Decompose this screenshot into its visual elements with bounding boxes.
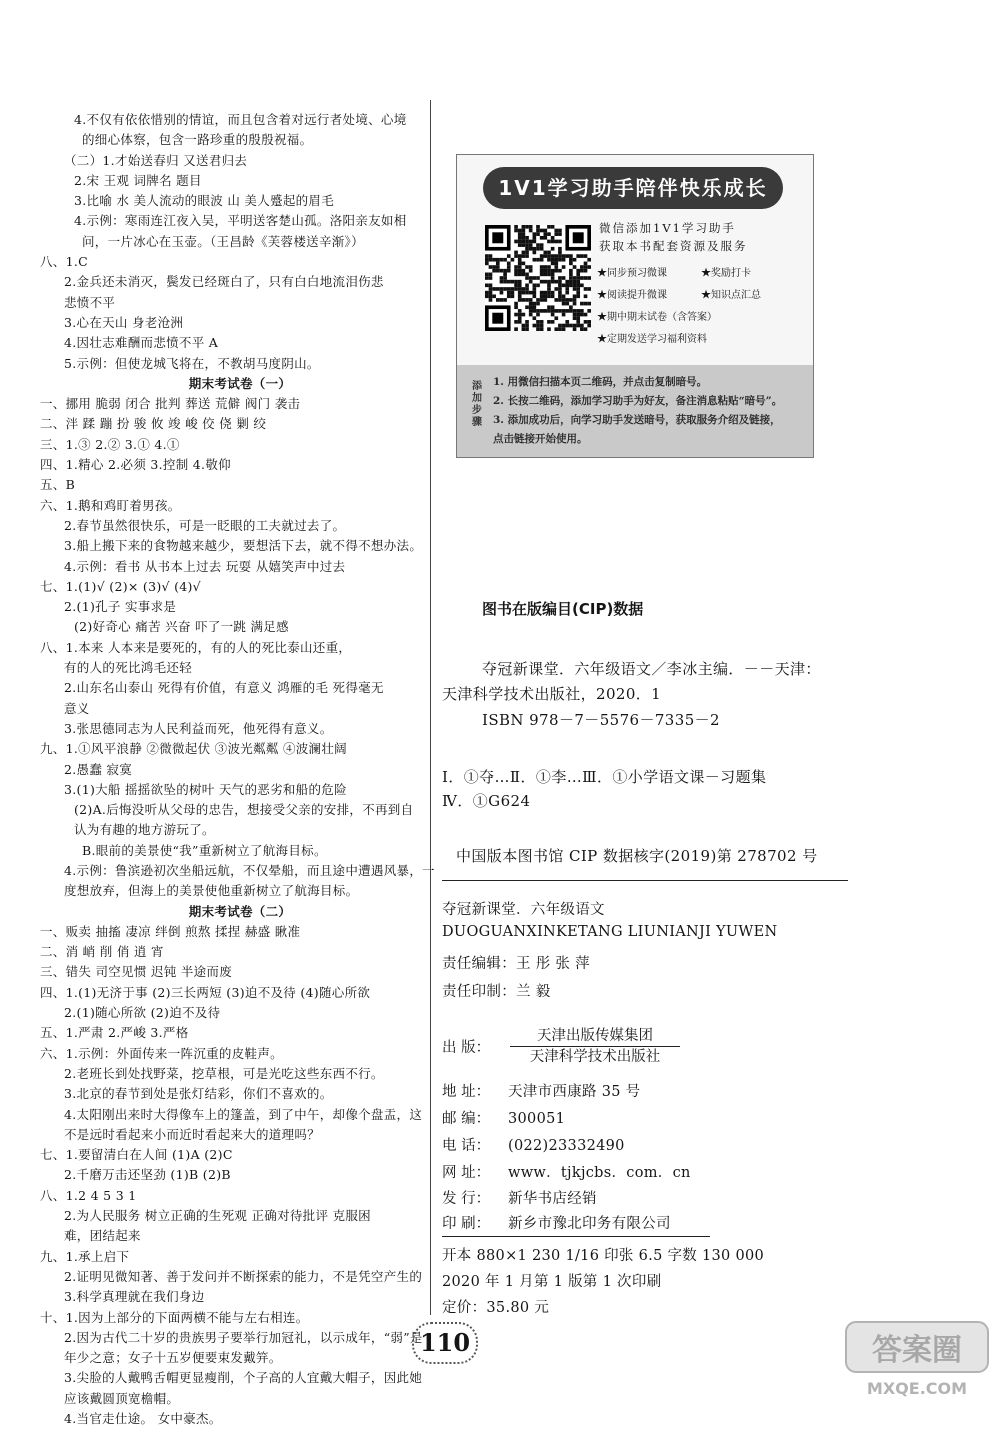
qr-intro [599,219,805,255]
answer-line: 的细心体察，包含一路珍重的殷殷祝福。 [82,132,313,148]
answer-line: (2)A.后悔没听从父母的忠告，想接受父亲的安排，不再到自 [74,802,414,818]
qr-feature: ★同步预习微课 [597,268,667,279]
row-label: 网 址： [442,1165,491,1181]
answer-line: （二）1.才始送春归 又送君归去 [64,152,248,168]
answer-line: 问，一片冰心在玉壶。（王昌龄《芙蓉楼送辛渐》） [82,233,364,249]
cip-heading: 图书在版编目(CIP)数据 [482,600,644,618]
row-label: 责任印制： [442,984,516,1000]
answer-line: 八、1.C [40,254,88,270]
answer-line: 不是远时看起来小而近时看起来大的道理吗？ [64,1126,321,1142]
answer-line: 年少之意；女子十五岁便要束发戴笄。 [64,1350,282,1366]
watermark-text: 答案圈 [872,1333,962,1368]
qr-steps [493,373,809,449]
row-label: 地 址： [442,1084,491,1100]
qr-feature: ★奖励打卡 [701,268,751,279]
answer-line: 3.尖脸的人戴鸭舌帽更显瘦削，个子高的人宜戴大帽子，因此她 [64,1370,423,1386]
answer-line: 3.张思德同志为人民利益而死，他死得有意义。 [64,720,333,736]
price-line: 定价：35.80 元 [442,1300,550,1316]
answer-line: 3.科学真理就在我们身边 [64,1289,205,1305]
answer-line: 一、贩卖 抽搐 凄凉 绊倒 煎熬 揉捏 赫盛 瞅准 [40,923,301,939]
answer-line: 意义 [64,700,90,716]
answer-line: 难，团结起来 [64,1228,141,1244]
qr-step: 点击链接开始使用。 [493,433,588,445]
website-row [442,1161,691,1182]
qr-step: 3. 添加成功后，向学习助手发送暗号，获取服务介绍及链接， [493,414,781,426]
qr-feature-list [597,261,809,349]
qr-intro-line: 微信添加1V1学习助手 [599,221,736,235]
cip-note: 中国版本图书馆 CIP 数据核字(2019)第 278702 号 [456,847,818,865]
answer-line: 2.愚蠢 寂寞 [64,761,132,777]
answer-line: 度想放弃，但海上的美景使他重新树立了航海目标。 [64,883,359,899]
row-value: 兰 毅 [516,984,551,1000]
row-label: 发 行： [442,1191,491,1207]
page-number: 110 [412,1322,478,1364]
qr-step: 2. 长按二维码，添加学习助手为好友，备注消息粘贴“暗号”。 [493,395,783,407]
row-value: 新乡市豫北印务有限公司 [508,1216,671,1232]
answer-line: 3.北京的春节到处是张灯结彩，你们不喜欢的。 [64,1086,333,1102]
row-label: 邮 编： [442,1111,491,1127]
column-divider [430,100,431,1315]
answer-line: 六、1.示例：外面传来一阵沉重的皮鞋声。 [40,1045,283,1061]
cip-line: Ⅳ．①G624 [442,792,531,810]
printing-row [442,1212,671,1233]
answer-line: 六、1.鹅和鸡盯着男孩。 [40,497,181,513]
answer-line: 2.证明见微知著、善于发问并不断探索的能力，不是凭空产生的 [64,1268,423,1284]
publisher-line: 天津出版传媒集团 [510,1026,680,1047]
answer-line: 3.比喻 水 美人流动的眼波 山 美人蹙起的眉毛 [74,193,335,209]
answer-line: 八、1.本来 人本来是要死的，有的人的死比泰山还重， [40,639,352,655]
answer-line: 4.太阳刚出来时大得像车上的篷盖，到了中午，却像个盘盂，这 [64,1106,423,1122]
answer-line: 3.心在天山 身老沧洲 [64,314,184,330]
answer-line: 2.为人民服务 树立正确的生死观 正确对待批评 克服困 [64,1208,371,1224]
answer-line: 五、B [40,477,76,493]
answer-line: 2.(1)随心所欲 (2)迫不及待 [64,1005,221,1021]
answer-line: 三、错失 司空见惯 迟钝 半途而废 [40,964,233,980]
row-value: (022)23332490 [508,1138,625,1154]
answer-line: 4.示例：看书 从书本上过去 玩耍 从嬉笑声中过去 [64,558,346,574]
answer-line: 一、挪用 脆弱 闭合 批判 葬送 荒僻 阀门 袭击 [40,396,301,412]
answer-line: 3.(1)大船 摇摇欲坠的树叶 天气的恶劣和船的危险 [64,781,347,797]
answer-line: 2.(1)孔子 实事求是 [64,599,177,615]
answer-line: 七、1.要留清白在人间 (1)A (2)C [40,1147,233,1163]
answer-line: 悲愤不平 [64,294,116,310]
row-value: 新华书店经销 [508,1191,597,1207]
qr-banner: 1V1学习助手陪伴快乐成长 [483,167,783,209]
answer-line: 4.当官走仕途。 女中豪杰。 [64,1411,222,1426]
distribution-row [442,1187,597,1208]
row-value: 天津市西康路 35 号 [508,1084,641,1100]
format-line: 开本 880×1 230 1/16 印张 6.5 字数 130 000 [442,1248,765,1264]
answer-line: 五、1.严肃 2.严峻 3.严格 [40,1025,189,1041]
qr-step: 1. 用微信扫描本页二维码，并点击复制暗号。 [493,376,708,388]
answer-line: 九、1.承上启下 [40,1248,130,1264]
watermark-logo [842,1318,992,1400]
answer-line: 5.示例：但使龙城飞将在，不教胡马度阴山。 [64,355,320,371]
row-label: 印 刷： [442,1216,491,1232]
qr-feature: ★知识点汇总 [701,290,761,301]
qr-steps-band [457,365,813,457]
phone-row [442,1134,625,1155]
answer-line: 2.因为古代二十岁的贵族男子要举行加冠礼，以示成年，“弱”是 [64,1329,423,1345]
qr-intro-line: 获取本书配套资源及服务 [599,239,748,253]
book-title: 夺冠新课堂．六年级语文 [442,902,605,918]
answer-line: 二、泮 蹂 蹦 扮 骏 攸 竣 峻 佼 侥 剿 绞 [40,416,267,432]
answer-line: 认为有趣的地方游玩了。 [74,822,215,838]
divider-rule [442,880,848,881]
qr-feature: ★期中期末试卷（含答案） [597,312,717,323]
answer-line: 应该戴圆顶宽檐帽。 [64,1390,180,1406]
edition-line: 2020 年 1 月第 1 版第 1 次印刷 [442,1274,662,1290]
publisher-box [510,1026,680,1067]
printer-row [442,980,551,1001]
publisher-row [442,1036,508,1057]
answer-line: 九、1.①风平浪静 ②微微起伏 ③波光粼粼 ④波澜壮阔 [40,741,347,757]
publisher-line: 天津科学技术出版社 [529,1049,661,1065]
answer-line: 2.春节虽然很快乐，可是一眨眼的工夫就过去了。 [64,517,346,533]
cip-line: Ⅰ．①夺…Ⅱ．①李…Ⅲ．①小学语文课－习题集 [442,768,767,786]
qr-feature: ★阅读提升微课 [597,290,667,301]
answer-line: 3.船上搬下来的食物越来越少，要想活下去，就不得不想办法。 [64,538,423,554]
section-heading: 期末考试卷（二） [188,903,292,919]
row-value: 300051 [508,1111,566,1127]
postcode-row [442,1107,565,1128]
answer-line: 4.因壮志难酬而悲愤不平 A [64,335,219,351]
answer-line: 四、1.精心 2.必须 3.控制 4.敬仰 [40,457,231,473]
answer-line: 十、1.因为上部分的下面两横不能与左右相连。 [40,1309,309,1325]
answer-line: 三、1.③ 2.② 3.① 4.① [40,436,180,452]
row-label: 责任编辑： [442,956,516,972]
qr-feature: ★定期发送学习福利资料 [597,334,707,345]
answer-line: 有的人的死比鸿毛还轻 [64,660,193,676]
answer-line: 2.千磨万击还坚劲 (1)B (2)B [64,1167,231,1183]
answer-line: (2)好奇心 痛苦 兴奋 吓了一跳 满足感 [74,619,289,635]
book-title-pinyin: DUOGUANXINKETANG LIUNIANJI YUWEN [442,924,778,940]
answer-line: 2.老班长到处找野菜，挖草根，可是光吃这些东西不行。 [64,1065,384,1081]
section-heading: 期末考试卷（一） [188,375,292,391]
answer-line: 2.山东名山泰山 死得有价值，有意义 鸿雁的毛 死得毫无 [64,680,384,696]
answer-key-column [40,110,440,1429]
answer-line: 4.不仅有依依惜别的情谊，而且包含着对远行者处境、心境 [74,112,407,127]
answer-line: 4.示例：寒雨连江夜入吴，平明送客楚山孤。洛阳亲友如相 [74,213,407,229]
address-row [442,1080,640,1101]
answer-line: 四、1.(1)无济于事 (2)三长两短 (3)迫不及待 (4)随心所欲 [40,984,371,1000]
answer-line: 2.金兵还未消灭，鬓发已经斑白了，只有白白地流泪伤悲 [64,274,384,290]
qr-steps-label: 添加步骤 [472,381,482,428]
answer-line: 二、消 峭 削 俏 逍 宵 [40,944,164,960]
cip-isbn: ISBN 978－7－5576－7335－2 [482,711,720,729]
cip-line: 天津科学技术出版社，2020．1 [442,685,662,703]
cip-line: 夺冠新课堂．六年级语文／李冰主编．－－天津： [482,660,821,678]
qr-promo-box [456,154,814,458]
row-label: 出 版： [442,1040,491,1056]
answer-line: 八、1.2 4 5 3 1 [40,1187,137,1203]
row-label: 电 话： [442,1138,491,1154]
editor-row [442,952,590,973]
row-value: 王 彤 张 萍 [516,956,590,972]
qr-code-icon[interactable] [485,225,591,331]
answer-line: B.眼前的美景使“我”重新树立了航海目标。 [82,842,327,858]
row-value: www．tjkjcbs．com．cn [508,1165,691,1181]
answer-line: 4.示例：鲁滨逊初次坐船远航，不仅晕船，而且途中遭遇风暴，一 [64,862,435,878]
watermark-text: MXQE.COM [866,1379,968,1398]
answer-line: 2.宋 王观 词牌名 题目 [74,172,202,188]
divider-rule [442,1236,710,1237]
answer-line: 七、1.(1)√ (2)× (3)√ (4)√ [40,578,201,594]
